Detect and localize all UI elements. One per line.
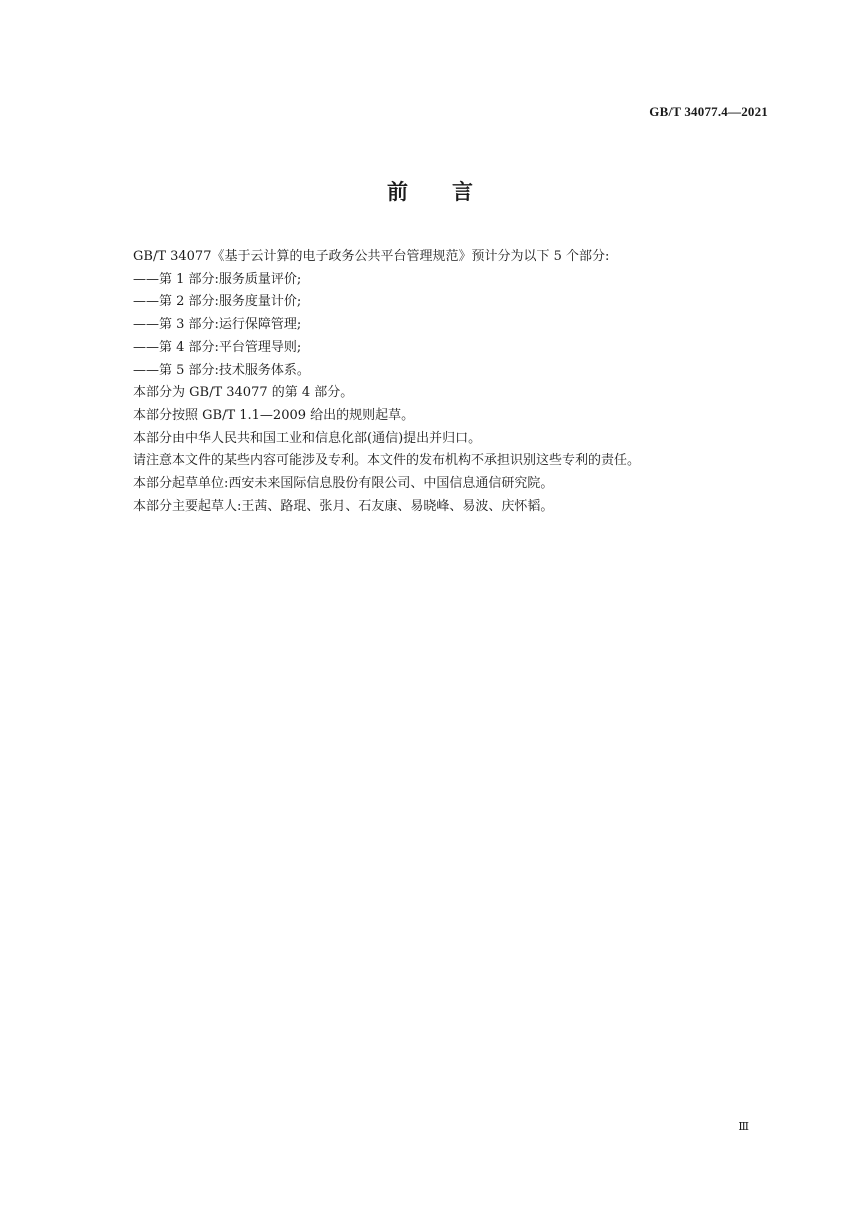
paragraph-drafting-units: 本部分起草单位:西安未来国际信息股份有限公司、中国信息通信研究院。 bbox=[133, 476, 554, 492]
page-number: Ⅲ bbox=[738, 1121, 749, 1133]
paragraph-drafters: 本部分主要起草人:王茜、路琨、张月、石友康、易晓峰、易波、庆怀韬。 bbox=[133, 498, 554, 514]
list-item-part-4: ——第 4 部分:平台管理导则; bbox=[133, 339, 302, 355]
paragraph-part-statement: 本部分为 GB/T 34077 的第 4 部分。 bbox=[133, 385, 354, 401]
paragraph-patent-notice: 请注意本文件的某些内容可能涉及专利。本文件的发布机构不承担识别这些专利的责任。 bbox=[133, 453, 641, 469]
paragraph-intro: GB/T 34077《基于云计算的电子政务公共平台管理规范》预计分为以下 5 个部分: bbox=[133, 249, 610, 264]
paragraph-drafting-rules: 本部分按照 GB/T 1.1—2009 给出的规则起草。 bbox=[133, 407, 415, 423]
paragraph-proposer: 本部分由中华人民共和国工业和信息化部(通信)提出并归口。 bbox=[133, 430, 482, 446]
foreword-body bbox=[133, 246, 773, 518]
document-code: GB/T 34077.4—2021 bbox=[649, 104, 768, 119]
list-item-part-5: ——第 5 部分:技术服务体系。 bbox=[133, 362, 310, 378]
list-item-part-3: ——第 3 部分:运行保障管理; bbox=[133, 317, 302, 333]
list-item-part-1: ——第 1 部分:服务质量评价; bbox=[133, 271, 302, 287]
list-item-part-2: ——第 2 部分:服务度量计价; bbox=[133, 294, 302, 310]
page-title: 前言 bbox=[387, 180, 517, 204]
